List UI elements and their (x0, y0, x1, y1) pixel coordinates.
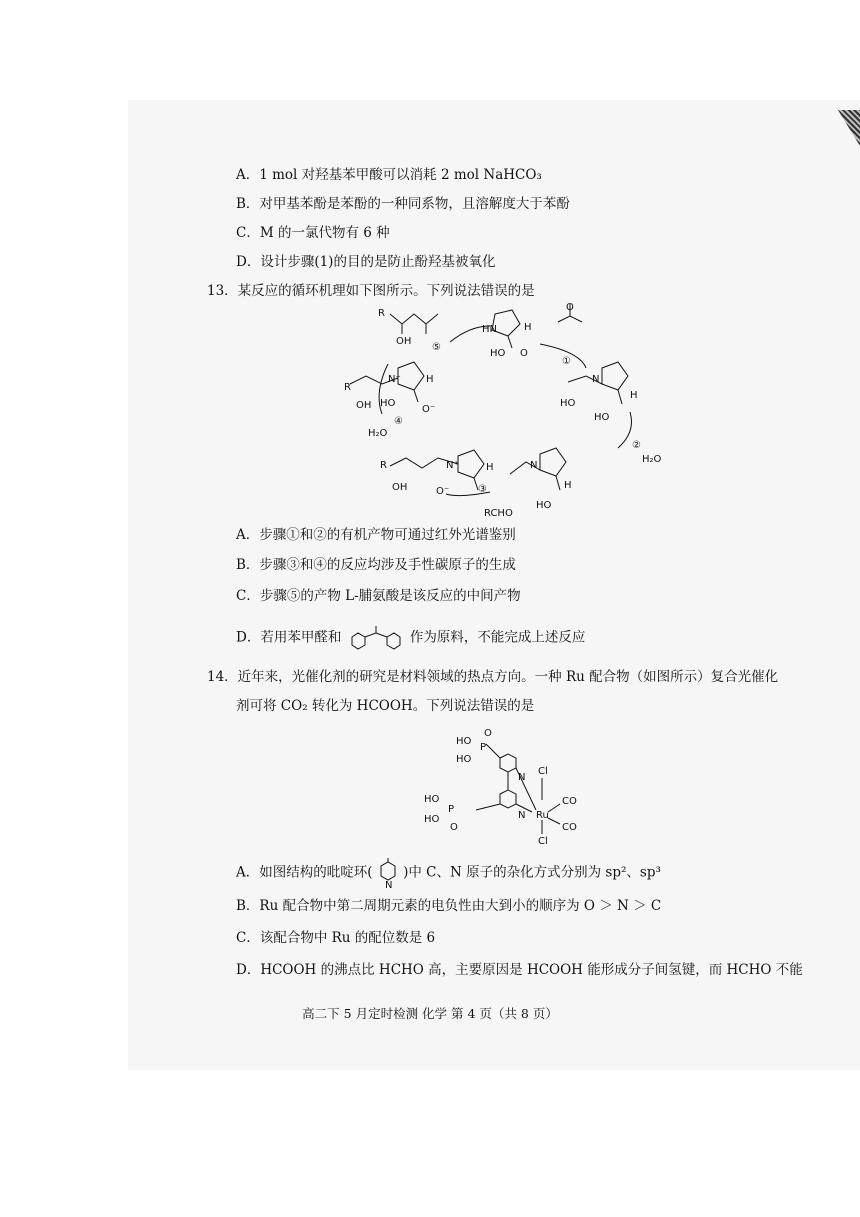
svg-text:OH: OH (392, 482, 408, 493)
svg-text:③: ③ (478, 484, 487, 495)
svg-text:⑤: ⑤ (432, 342, 441, 353)
svg-text:HO: HO (560, 398, 576, 409)
q14-option-a (236, 858, 661, 891)
svg-text:O⁻: O⁻ (422, 404, 436, 415)
svg-text:N: N (518, 772, 526, 783)
q13-option-d-suffix: 作为原料，不能完成上述反应 (409, 629, 586, 646)
q14-stem-line2: 剂可将 CO₂ 转化为 HCOOH。下列说法错误的是 (236, 698, 535, 714)
svg-text:N: N (518, 810, 526, 821)
svg-text:R: R (378, 308, 385, 319)
svg-text:P: P (448, 804, 455, 815)
q14-stem-line1: 14．近年来，光催化剂的研究是材料领域的热点方向。一种 Ru 配合物（如图所示）复合光催化 (207, 669, 779, 685)
svg-text:HN: HN (482, 324, 497, 335)
svg-text:RCHO: RCHO (484, 508, 513, 519)
q13-option-d (236, 625, 585, 651)
svg-text:①: ① (562, 356, 571, 367)
svg-text:HO: HO (536, 500, 552, 511)
q14-option-d: D．HCOOH 的沸点比 HCHO 高，主要原因是 HCOOH 能形成分子间氢键，而 HCHO 不能 (236, 962, 803, 978)
svg-text:④: ④ (394, 416, 403, 427)
svg-text:H: H (486, 462, 494, 473)
svg-text:CO: CO (562, 796, 577, 807)
q13-option-b: B．步骤③和④的反应均涉及手性碳原子的生成 (236, 557, 516, 573)
svg-text:HO: HO (490, 348, 506, 359)
svg-text:H: H (564, 480, 572, 491)
pyridine-ring-structure (377, 858, 399, 891)
svg-text:Cl: Cl (538, 836, 548, 847)
svg-text:HO: HO (456, 736, 472, 747)
q14-option-a-suffix: )中 C、N 原子的杂化方式分别为 sp²、sp³ (403, 864, 661, 881)
svg-text:N: N (384, 880, 393, 891)
svg-text:N: N (592, 374, 600, 385)
svg-text:②: ② (632, 440, 641, 451)
q12-option-b: B．对甲基苯酚是苯酚的一种同系物，且溶解度大于苯酚 (236, 196, 570, 212)
svg-text:R: R (344, 382, 351, 393)
svg-text:HO: HO (424, 794, 440, 805)
svg-text:H₂O: H₂O (368, 428, 388, 439)
q13-option-a: A．步骤①和②的有机产物可通过红外光谱鉴别 (236, 527, 516, 543)
q12-option-c: C．M 的一氯代物有 6 种 (236, 225, 390, 241)
svg-text:OH: OH (396, 336, 412, 347)
svg-text:O⁻: O⁻ (436, 486, 450, 497)
q14-option-c: C．该配合物中 Ru 的配位数是 6 (236, 930, 436, 946)
q12-option-a: A．1 mol 对羟基苯甲酸可以消耗 2 mol NaHCO₃ (236, 167, 542, 183)
svg-text:CO: CO (562, 822, 577, 833)
svg-text:N: N (530, 460, 538, 471)
svg-text:HO: HO (424, 814, 440, 825)
svg-text:R: R (380, 460, 387, 471)
svg-text:O: O (484, 728, 492, 739)
svg-text:H₂O: H₂O (642, 454, 662, 465)
svg-text:OH: OH (356, 400, 372, 411)
svg-text:Cl: Cl (538, 766, 548, 777)
svg-text:HO: HO (594, 412, 610, 423)
svg-text:HO: HO (456, 754, 472, 765)
q13-option-c: C．步骤⑤的产物 L-脯氨酸是该反应的中间产物 (236, 588, 521, 604)
svg-text:H: H (426, 374, 434, 385)
q14-option-a-prefix: A．如图结构的吡啶环( (236, 864, 373, 881)
svg-text:O: O (566, 302, 574, 313)
svg-text:Ru: Ru (536, 810, 549, 821)
svg-text:P: P (480, 742, 487, 753)
q13-option-d-prefix: D．若用苯甲醛和 (236, 629, 342, 646)
svg-text:H: H (524, 322, 532, 333)
q13-catalytic-cycle-diagram (340, 302, 660, 522)
page-footer: 高二下 5 月定时检测 化学 第 4 页（共 8 页） (302, 1006, 558, 1021)
q12-option-d: D．设计步骤(1)的目的是防止酚羟基被氧化 (236, 254, 496, 270)
svg-text:N⁺: N⁺ (446, 460, 459, 471)
benzophenone-structure (346, 625, 406, 651)
svg-text:O: O (520, 348, 528, 359)
svg-text:N⁺: N⁺ (388, 374, 401, 385)
q14-ru-complex-diagram (424, 728, 592, 850)
q14-option-b: B．Ru 配合物中第二周期元素的电负性由大到小的顺序为 O ＞ N ＞ C (236, 898, 662, 914)
svg-text:O: O (450, 822, 458, 833)
scanned-page (128, 100, 860, 1070)
q13-stem: 13．某反应的循环机理如下图所示。下列说法错误的是 (207, 283, 535, 299)
svg-text:H: H (630, 390, 638, 401)
svg-text:HO: HO (380, 398, 396, 409)
